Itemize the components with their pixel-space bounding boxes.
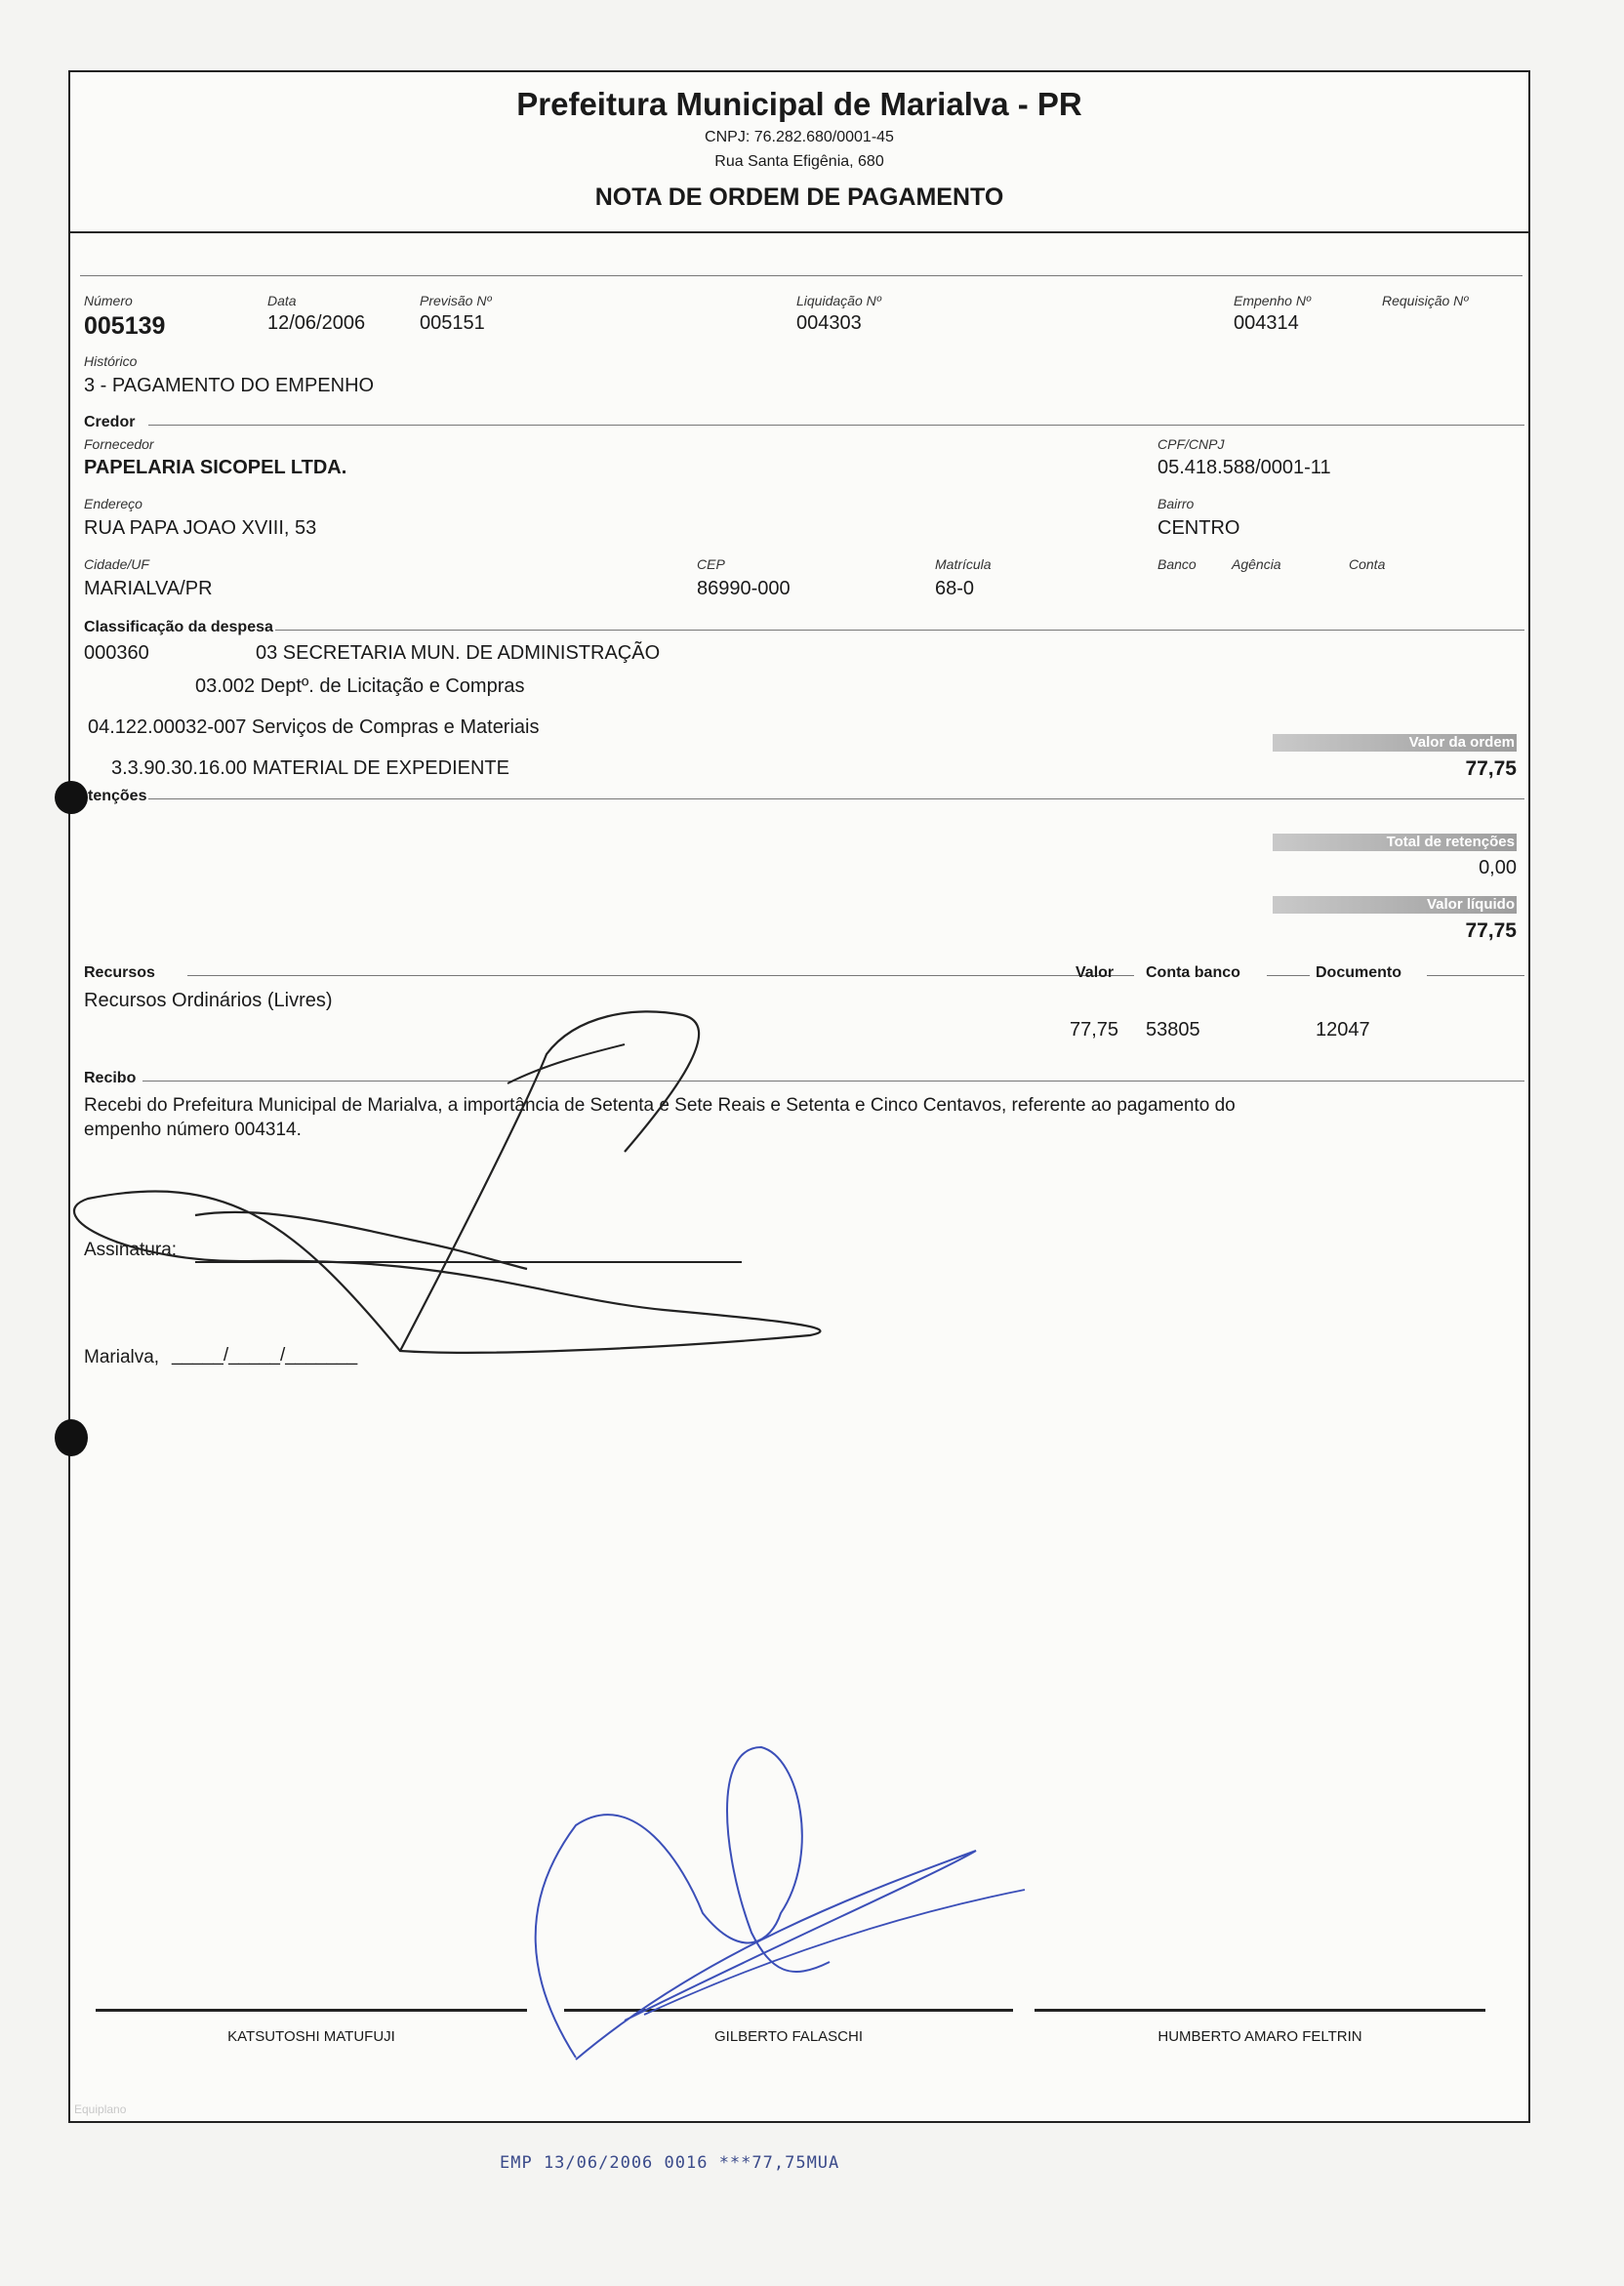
municipality-title: Prefeitura Municipal de Marialva - PR (516, 86, 1082, 122)
cep-value: 86990-000 (697, 578, 791, 599)
signature-line-3 (1035, 2009, 1485, 2012)
fornecedor-label: Fornecedor (84, 436, 154, 452)
data-label: Data (267, 293, 297, 308)
numero-value: 005139 (84, 312, 166, 340)
punch-hole (55, 1419, 88, 1456)
assinatura-label: Assinatura: (84, 1240, 178, 1260)
recursos-descricao: Recursos Ordinários (Livres) (84, 990, 333, 1011)
endereco-value: RUA PAPA JOAO XVIII, 53 (84, 517, 317, 539)
watermark: Equiplano (74, 2102, 127, 2116)
matricula-label: Matrícula (935, 556, 992, 572)
previsao-value: 005151 (420, 312, 485, 334)
classificacao-section-title: Classificação da despesa (84, 619, 273, 635)
valor-ordem-value: 77,75 (1465, 757, 1517, 780)
liquidacao-label: Liquidação Nº (796, 293, 881, 308)
bairro-value: CENTRO (1157, 517, 1240, 539)
divider (148, 425, 1524, 426)
matricula-value: 68-0 (935, 578, 975, 599)
local-label: Marialva, (84, 1347, 160, 1368)
signature-line-1 (96, 2009, 527, 2012)
fornecedor-value: PAPELARIA SICOPEL LTDA. (84, 457, 347, 478)
cpf-cnpj-value: 05.418.588/0001-11 (1157, 457, 1331, 478)
date-blank: _____/_____/_______ (172, 1345, 358, 1366)
previsao-label: Previsão Nº (420, 293, 492, 308)
signature-line-2 (564, 2009, 1013, 2012)
divider (1267, 975, 1310, 976)
data-value: 12/06/2006 (267, 312, 366, 334)
signatory-2: GILBERTO FALASCHI (714, 2028, 863, 2045)
classificacao-code: 000360 (84, 642, 149, 664)
agencia-label: Agência (1232, 556, 1281, 572)
punch-hole (55, 781, 88, 814)
valor-liquido-label: Valor líquido (1273, 896, 1517, 914)
cidade-value: MARIALVA/PR (84, 578, 213, 599)
signatory-3: HUMBERTO AMARO FELTRIN (1157, 2028, 1362, 2045)
recursos-valor-header: Valor (1076, 964, 1115, 981)
empenho-value: 004314 (1234, 312, 1299, 334)
valor-liquido-value: 77,75 (1465, 919, 1517, 942)
retencoes-section-title: tenções (88, 788, 147, 804)
cpf-cnpj-label: CPF/CNPJ (1157, 436, 1225, 452)
cep-label: CEP (697, 556, 725, 572)
signatory-1: KATSUTOSHI MATUFUJI (227, 2028, 395, 2045)
banco-label: Banco (1157, 556, 1197, 572)
classificacao-unidade: 03.002 Deptº. de Licitação e Compras (195, 675, 525, 697)
endereco-label: Endereço (84, 496, 142, 511)
recursos-section-title: Recursos (84, 964, 155, 981)
historico-value: 3 - PAGAMENTO DO EMPENHO (84, 375, 375, 396)
numero-label: Número (84, 293, 133, 308)
empenho-label: Empenho Nº (1234, 293, 1312, 308)
divider (275, 630, 1524, 631)
payment-order-sheet (68, 70, 1530, 2123)
divider (142, 1081, 1524, 1082)
recursos-conta: 53805 (1146, 1019, 1200, 1041)
valor-ordem-label: Valor da ordem (1273, 734, 1517, 752)
recibo-section-title: Recibo (84, 1070, 137, 1086)
liquidacao-value: 004303 (796, 312, 862, 334)
recursos-documento: 12047 (1316, 1019, 1370, 1041)
recursos-conta-header: Conta banco (1146, 964, 1240, 981)
historico-label: Histórico (84, 353, 138, 369)
classificacao-programa: 04.122.00032-007 Serviços de Compras e Materiais (88, 716, 540, 738)
recibo-text-line1: Recebi do Prefeitura Municipal de Marialva, a importância de Setenta e Sete Reais e Setenta e Cinco Centavos, referente ao pagamento do (84, 1095, 1236, 1116)
assinatura-line (195, 1261, 742, 1263)
divider (187, 975, 1134, 976)
municipality-address: Rua Santa Efigênia, 680 (714, 153, 884, 170)
conta-label: Conta (1349, 556, 1386, 572)
total-retencoes-label: Total de retenções (1273, 834, 1517, 851)
total-retencoes-value: 0,00 (1479, 857, 1517, 878)
divider (1427, 975, 1524, 976)
divider (148, 798, 1524, 799)
recursos-documento-header: Documento (1316, 964, 1401, 981)
recursos-valor: 77,75 (1070, 1019, 1119, 1041)
credor-section-title: Credor (84, 414, 136, 430)
classificacao-orgao: 03 SECRETARIA MUN. DE ADMINISTRAÇÃO (256, 642, 661, 664)
divider (80, 275, 1522, 276)
municipality-cnpj: CNPJ: 76.282.680/0001-45 (705, 129, 894, 145)
requisicao-label: Requisição Nº (1382, 293, 1469, 308)
document-title: NOTA DE ORDEM DE PAGAMENTO (594, 184, 1004, 211)
bank-stamp: EMP 13/06/2006 0016 ***77,75MUA (500, 2153, 840, 2173)
recibo-text-line2: empenho número 004314. (84, 1120, 302, 1140)
cidade-label: Cidade/UF (84, 556, 149, 572)
classificacao-natureza: 3.3.90.30.16.00 MATERIAL DE EXPEDIENTE (111, 757, 509, 779)
document-header (70, 72, 1528, 233)
bairro-label: Bairro (1157, 496, 1195, 511)
